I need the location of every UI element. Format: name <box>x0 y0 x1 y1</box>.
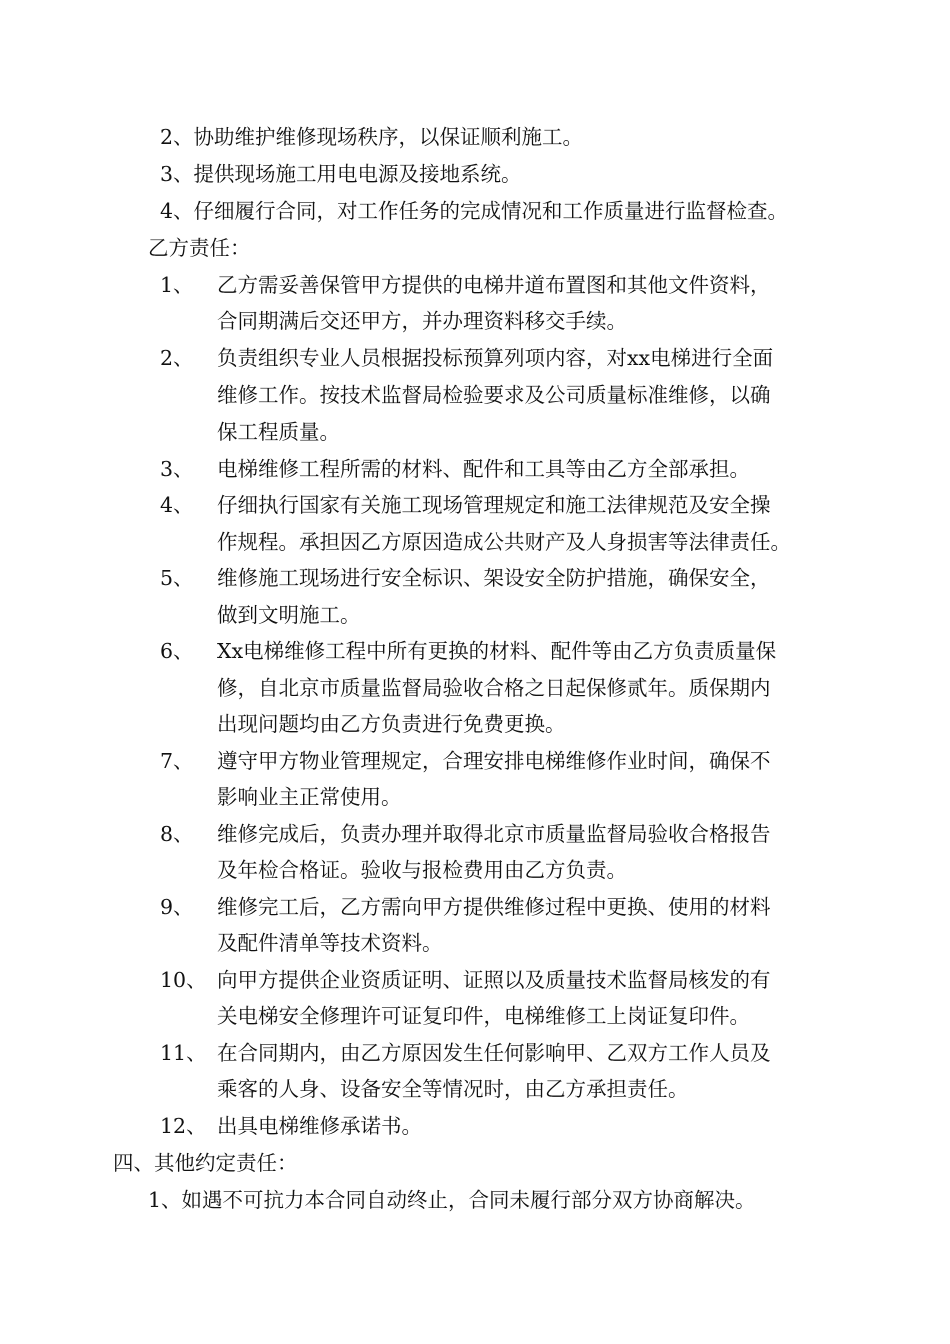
section-4-item: 1、如遇不可抗力本合同自动终止，合同未履行部分双方协商解决。 <box>148 1188 756 1212</box>
item-text: 仔细执行国家有关施工现场管理规定和施工法律规范及安全操 <box>217 493 771 517</box>
item-text: 乙方需妥善保管甲方提供的电梯井道布置图和其他文件资料， <box>217 273 771 297</box>
item-text: 维修完成后，负责办理并取得北京市质量监督局验收合格报告 <box>217 822 771 846</box>
party-a-item: 4、仔细履行合同，对工作任务的完成情况和工作质量进行监督检查。 <box>160 199 789 223</box>
party-b-heading: 乙方责任： <box>148 236 251 260</box>
item-text: 出具电梯维修承诺书。 <box>217 1114 422 1138</box>
item-text: 维修完工后，乙方需向甲方提供维修过程中更换、使用的材料 <box>217 895 771 919</box>
item-number: 5、 <box>160 566 194 590</box>
item-text: 维修工作。按技术监督局检验要求及公司质量标准维修，以确 <box>217 383 771 407</box>
item-text: 乘客的人身、设备安全等情况时，由乙方承担责任。 <box>217 1077 689 1101</box>
item-number: 9、 <box>160 895 194 919</box>
item-number: 1、 <box>160 273 194 297</box>
item-text: 在合同期内，由乙方原因发生任何影响甲、乙双方工作人员及 <box>217 1041 771 1065</box>
item-number: 2、 <box>160 346 194 370</box>
item-text: 做到文明施工。 <box>217 603 361 627</box>
item-text: 影响业主正常使用。 <box>217 785 402 809</box>
item-text: 保工程质量。 <box>217 420 340 444</box>
item-text: 及年检合格证。验收与报检费用由乙方负责。 <box>217 858 627 882</box>
item-number: 12、 <box>160 1114 207 1138</box>
item-text: 维修施工现场进行安全标识、架设安全防护措施，确保安全， <box>217 566 771 590</box>
item-text: 负责组织专业人员根据投标预算列项内容，对xx电梯进行全面 <box>217 346 774 370</box>
item-number: 8、 <box>160 822 194 846</box>
item-number: 11、 <box>160 1041 207 1065</box>
item-number: 4、 <box>160 493 194 517</box>
item-text: 向甲方提供企业资质证明、证照以及质量技术监督局核发的有 <box>217 968 771 992</box>
section-4-heading: 四、其他约定责任： <box>113 1151 298 1175</box>
item-number: 7、 <box>160 749 194 773</box>
item-number: 3、 <box>160 457 194 481</box>
item-text: 合同期满后交还甲方，并办理资料移交手续。 <box>217 309 627 333</box>
item-text: 修，自北京市质量监督局验收合格之日起保修贰年。质保期内 <box>217 676 771 700</box>
item-text: 及配件清单等技术资料。 <box>217 931 443 955</box>
item-text: 遵守甲方物业管理规定，合理安排电梯维修作业时间，确保不 <box>217 749 771 773</box>
item-text: 出现问题均由乙方负责进行免费更换。 <box>217 712 566 736</box>
party-a-item: 2、协助维护维修现场秩序，以保证顺利施工。 <box>160 125 584 149</box>
item-text: Xx电梯维修工程中所有更换的材料、配件等由乙方负责质量保 <box>217 639 777 663</box>
item-text: 关电梯安全修理许可证复印件，电梯维修工上岗证复印件。 <box>217 1004 750 1028</box>
item-number: 10、 <box>160 968 207 992</box>
item-number: 6、 <box>160 639 194 663</box>
item-text: 电梯维修工程所需的材料、配件和工具等由乙方全部承担。 <box>217 457 750 481</box>
party-a-item: 3、提供现场施工用电电源及接地系统。 <box>160 162 522 186</box>
item-text: 作规程。承担因乙方原因造成公共财产及人身损害等法律责任。 <box>217 530 791 554</box>
